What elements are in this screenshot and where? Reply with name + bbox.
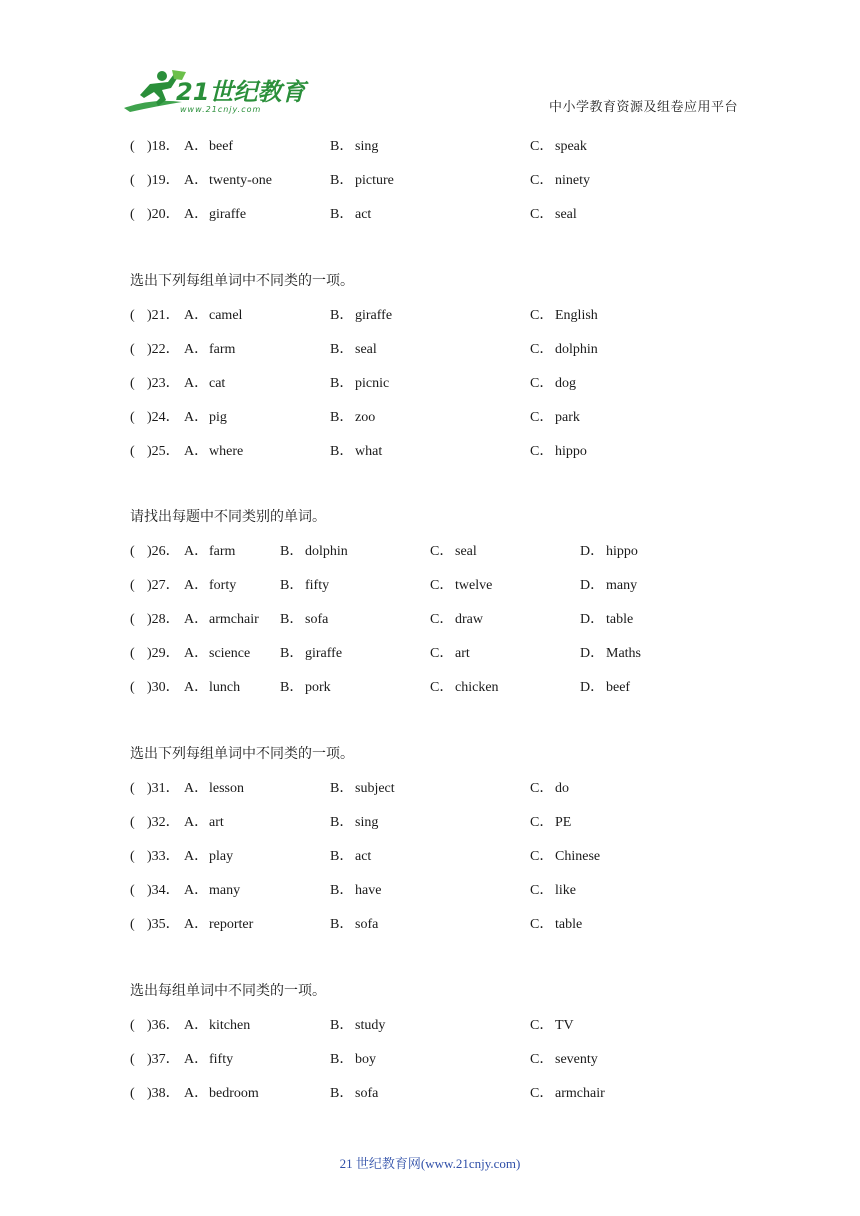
- option-letter: B．: [280, 612, 304, 627]
- option-word: cat: [209, 376, 226, 391]
- section-title: 请找出每题中不同类别的单词。: [130, 510, 326, 525]
- option-letter: B．: [330, 207, 354, 222]
- page-header: [0, 0, 860, 125]
- question-row: [0, 610, 860, 630]
- question-number: )18．: [147, 139, 180, 154]
- option-word: giraffe: [209, 207, 247, 222]
- option-letter: D．: [580, 680, 605, 695]
- option-word: subject: [355, 781, 395, 796]
- question-number: )29．: [147, 646, 180, 661]
- question-row: [0, 171, 860, 191]
- question-row: [0, 678, 860, 698]
- option-word: twenty-one: [209, 173, 272, 188]
- question-number: )27．: [147, 578, 180, 593]
- option-word: have: [355, 883, 382, 898]
- option-word: TV: [555, 1018, 574, 1033]
- option-word: armchair: [209, 612, 259, 627]
- question-number: )35．: [147, 917, 180, 932]
- option-letter: A．: [184, 1018, 209, 1033]
- option-word: picture: [355, 173, 394, 188]
- option-letter: A．: [184, 376, 209, 391]
- option-letter: A．: [184, 207, 209, 222]
- answer-blank[interactable]: (: [130, 917, 135, 932]
- question-row: [0, 340, 860, 360]
- option-letter: C．: [530, 342, 554, 357]
- option-letter: C．: [530, 139, 554, 154]
- question-row: [0, 644, 860, 664]
- option-letter: B．: [330, 1086, 354, 1101]
- option-letter: B．: [280, 578, 304, 593]
- option-letter: B．: [330, 883, 354, 898]
- section-title: 选出下列每组单词中不同类的一项。: [130, 747, 354, 762]
- option-word: art: [209, 815, 224, 830]
- option-word: twelve: [455, 578, 493, 593]
- option-word: chicken: [455, 680, 499, 695]
- option-word: lunch: [209, 680, 241, 695]
- option-letter: A．: [184, 815, 209, 830]
- answer-blank[interactable]: (: [130, 883, 135, 898]
- option-letter: C．: [430, 544, 454, 559]
- option-letter: B．: [330, 173, 354, 188]
- answer-blank[interactable]: (: [130, 1086, 135, 1101]
- logo-url: www.21cnjy.com: [180, 105, 262, 114]
- option-letter: C．: [530, 883, 554, 898]
- option-word: many: [209, 883, 241, 898]
- option-word: speak: [555, 139, 587, 154]
- option-letter: A．: [184, 883, 209, 898]
- answer-blank[interactable]: (: [130, 444, 135, 459]
- option-word: fifty: [209, 1052, 234, 1067]
- option-word: giraffe: [355, 308, 393, 323]
- question-number: )34．: [147, 883, 180, 898]
- option-word: act: [355, 849, 372, 864]
- answer-blank[interactable]: (: [130, 815, 135, 830]
- question-number: )26．: [147, 544, 180, 559]
- question-number: )22．: [147, 342, 180, 357]
- option-word: park: [555, 410, 580, 425]
- option-word: seal: [355, 342, 377, 357]
- question-number: )21．: [147, 308, 180, 323]
- option-word: table: [555, 917, 583, 932]
- question-number: )24．: [147, 410, 180, 425]
- option-letter: D．: [580, 612, 605, 627]
- option-word: farm: [209, 342, 236, 357]
- question-row: [0, 137, 860, 157]
- answer-blank[interactable]: (: [130, 1052, 135, 1067]
- option-word: pig: [209, 410, 227, 425]
- option-letter: B．: [330, 444, 354, 459]
- answer-blank[interactable]: (: [130, 308, 135, 323]
- option-letter: C．: [530, 173, 554, 188]
- option-letter: B．: [330, 139, 354, 154]
- answer-blank[interactable]: (: [130, 680, 135, 695]
- question-number: )31．: [147, 781, 180, 796]
- answer-blank[interactable]: (: [130, 612, 135, 627]
- option-letter: A．: [184, 173, 209, 188]
- option-word: beef: [209, 139, 234, 154]
- option-letter: B．: [330, 410, 354, 425]
- question-row: [0, 205, 860, 225]
- option-letter: C．: [530, 410, 554, 425]
- option-letter: D．: [580, 646, 605, 661]
- option-letter: B．: [330, 308, 354, 323]
- question-number: )36．: [147, 1018, 180, 1033]
- option-letter: C．: [530, 1086, 554, 1101]
- option-letter: C．: [530, 849, 554, 864]
- option-word: sofa: [355, 917, 379, 932]
- option-word: sing: [355, 815, 379, 830]
- option-word: sing: [355, 139, 379, 154]
- option-letter: C．: [530, 781, 554, 796]
- option-word: ninety: [555, 173, 590, 188]
- option-letter: A．: [184, 612, 209, 627]
- question-row: [0, 1084, 860, 1104]
- option-letter: A．: [184, 1052, 209, 1067]
- option-word: what: [355, 444, 383, 459]
- question-row: [0, 847, 860, 867]
- answer-blank[interactable]: (: [130, 376, 135, 391]
- option-word: kitchen: [209, 1018, 251, 1033]
- option-letter: B．: [330, 1018, 354, 1033]
- option-word: fifty: [305, 578, 330, 593]
- answer-blank[interactable]: (: [130, 207, 135, 222]
- question-number: )25．: [147, 444, 180, 459]
- option-word: table: [606, 612, 634, 627]
- option-word: like: [555, 883, 576, 898]
- option-word: PE: [555, 815, 572, 830]
- option-letter: C．: [530, 376, 554, 391]
- option-word: play: [209, 849, 234, 864]
- option-letter: A．: [184, 646, 209, 661]
- option-word: forty: [209, 578, 237, 593]
- option-word: lesson: [209, 781, 244, 796]
- option-letter: A．: [184, 308, 209, 323]
- question-number: )33．: [147, 849, 180, 864]
- option-word: dog: [555, 376, 576, 391]
- option-letter: C．: [530, 1052, 554, 1067]
- question-row: [0, 542, 860, 562]
- option-word: picnic: [355, 376, 390, 391]
- option-word: act: [355, 207, 372, 222]
- question-row: [0, 408, 860, 428]
- option-letter: B．: [330, 1052, 354, 1067]
- option-word: bedroom: [209, 1086, 259, 1101]
- option-letter: A．: [184, 410, 209, 425]
- option-letter: C．: [430, 578, 454, 593]
- option-letter: B．: [330, 815, 354, 830]
- question-row: [0, 881, 860, 901]
- logo-text: 21世纪教育: [176, 78, 306, 106]
- option-letter: B．: [330, 781, 354, 796]
- option-letter: C．: [430, 612, 454, 627]
- site-logo: [122, 68, 306, 118]
- option-letter: A．: [184, 544, 209, 559]
- answer-blank[interactable]: (: [130, 173, 135, 188]
- option-letter: A．: [184, 444, 209, 459]
- option-letter: C．: [530, 444, 554, 459]
- option-word: camel: [209, 308, 243, 323]
- option-letter: A．: [184, 849, 209, 864]
- answer-blank[interactable]: (: [130, 781, 135, 796]
- platform-title: 中小学教育资源及组卷应用平台: [549, 99, 739, 114]
- option-letter: D．: [580, 544, 605, 559]
- answer-blank[interactable]: (: [130, 544, 135, 559]
- option-letter: C．: [530, 308, 554, 323]
- question-row: [0, 813, 860, 833]
- option-word: English: [555, 308, 598, 323]
- option-word: beef: [606, 680, 631, 695]
- option-letter: C．: [530, 917, 554, 932]
- option-word: Maths: [606, 646, 641, 661]
- question-number: )37．: [147, 1052, 180, 1067]
- option-word: draw: [455, 612, 483, 627]
- answer-blank[interactable]: (: [130, 1018, 135, 1033]
- section-title: 选出每组单词中不同类的一项。: [130, 984, 326, 999]
- question-row: [0, 374, 860, 394]
- question-row: [0, 306, 860, 326]
- answer-blank[interactable]: (: [130, 342, 135, 357]
- option-word: reporter: [209, 917, 254, 932]
- option-word: Chinese: [555, 849, 601, 864]
- option-letter: A．: [184, 139, 209, 154]
- option-word: seal: [455, 544, 477, 559]
- question-row: [0, 576, 860, 596]
- option-letter: C．: [530, 1018, 554, 1033]
- option-word: many: [606, 578, 638, 593]
- option-word: hippo: [606, 544, 638, 559]
- option-letter: B．: [330, 342, 354, 357]
- option-letter: B．: [280, 544, 304, 559]
- option-letter: A．: [184, 1086, 209, 1101]
- option-word: farm: [209, 544, 236, 559]
- question-row: [0, 915, 860, 935]
- option-word: dolphin: [305, 544, 348, 559]
- question-row: [0, 779, 860, 799]
- option-letter: A．: [184, 342, 209, 357]
- answer-blank[interactable]: (: [130, 646, 135, 661]
- option-letter: A．: [184, 917, 209, 932]
- option-word: science: [209, 646, 251, 661]
- question-number: )30．: [147, 680, 180, 695]
- option-word: sofa: [355, 1086, 379, 1101]
- option-letter: C．: [530, 815, 554, 830]
- option-word: seventy: [555, 1052, 598, 1067]
- answer-blank[interactable]: (: [130, 578, 135, 593]
- option-letter: B．: [280, 680, 304, 695]
- option-letter: D．: [580, 578, 605, 593]
- option-word: pork: [305, 680, 331, 695]
- question-row: [0, 1050, 860, 1070]
- option-letter: A．: [184, 781, 209, 796]
- option-letter: C．: [430, 680, 454, 695]
- option-word: dolphin: [555, 342, 598, 357]
- option-word: boy: [355, 1052, 376, 1067]
- option-word: art: [455, 646, 470, 661]
- question-row: [0, 442, 860, 462]
- answer-blank[interactable]: (: [130, 849, 135, 864]
- option-letter: C．: [530, 207, 554, 222]
- option-letter: B．: [330, 917, 354, 932]
- option-word: giraffe: [305, 646, 343, 661]
- question-number: )23．: [147, 376, 180, 391]
- footer-text: 21 世纪教育网(www.21cnjy.com): [339, 1156, 521, 1171]
- option-letter: A．: [184, 680, 209, 695]
- option-word: do: [555, 781, 569, 796]
- option-word: study: [355, 1018, 386, 1033]
- option-word: zoo: [355, 410, 376, 425]
- question-number: )32．: [147, 815, 180, 830]
- option-letter: B．: [330, 849, 354, 864]
- answer-blank[interactable]: (: [130, 139, 135, 154]
- option-letter: B．: [280, 646, 304, 661]
- question-number: )20．: [147, 207, 180, 222]
- question-number: )38．: [147, 1086, 180, 1101]
- option-word: hippo: [555, 444, 587, 459]
- option-word: armchair: [555, 1086, 605, 1101]
- option-word: sofa: [305, 612, 329, 627]
- option-letter: B．: [330, 376, 354, 391]
- question-row: [0, 1016, 860, 1036]
- option-letter: A．: [184, 578, 209, 593]
- section-title: 选出下列每组单词中不同类的一项。: [130, 274, 354, 289]
- question-number: )19．: [147, 173, 180, 188]
- option-word: seal: [555, 207, 577, 222]
- option-word: where: [209, 444, 244, 459]
- option-letter: C．: [430, 646, 454, 661]
- answer-blank[interactable]: (: [130, 410, 135, 425]
- question-number: )28．: [147, 612, 180, 627]
